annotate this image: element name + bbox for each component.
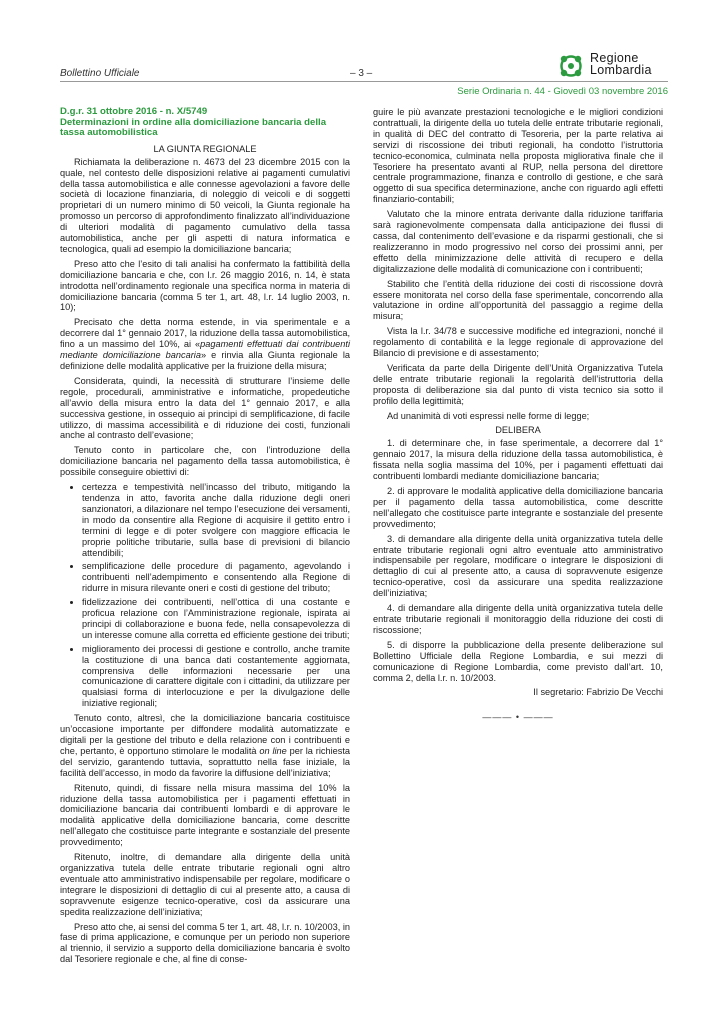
serie-info: Serie Ordinaria n. 44 - Giovedì 03 novembre 2016 bbox=[457, 86, 668, 97]
list-item: • miglioramento dei processi di gestione e controllo, anche tramite la costituzione di una banca dati costantemente aggiornata, comprensiva delle informazioni necessarie per una comunicazione di carattere digitale con i cittadini, da utilizzare per qualsiasi forma di interlocuzione e per la divulgazione delle iniziative regionali; bbox=[82, 644, 350, 709]
delibera-point-2: 2. di approvare le modalità applicative della domiciliazione bancaria per il pagamento della tassa automobilistica, come descritte nell’allegato che costituisce parte integrante e sostanziale del presente provvedimento; bbox=[373, 486, 663, 529]
logo-line-lombardia: Lombardia bbox=[590, 63, 652, 77]
paragraph-precisato: Precisato che detta norma estende, in via sperimentale e a decorrere dal 1° gennaio 2017, la riduzione della tassa automobilistica, fino a un massimo del 10%, ai «pagamenti effettuati dai contribuenti mediante domiciliazione bancaria» e rinvia alla Giunta regionale la definizione delle modalità applicative per la fruizione della misura; bbox=[60, 317, 350, 371]
signature: Il segretario: Fabrizio De Vecchi bbox=[533, 687, 663, 698]
title-subject: Determinazioni in ordine alla domiciliazione bancaria della tassa automobilistica bbox=[60, 116, 327, 139]
end-separator: ——— • ——— bbox=[482, 712, 554, 723]
paragraph-ritenuto-fissare: Ritenuto, quindi, di fissare nella misura massima del 10% la riduzione della tassa automobilistica per i pagamenti effettuati in domiciliazione bancaria dai contribuenti lombardi e di approvare le modalità applicative della domiciliazione bancaria, come descritte nell’allegato che costituisce parte integrante e sostanziale del presente provvedimento; bbox=[60, 782, 350, 848]
paragraph-unanimita: Ad unanimità di voti espressi nelle forme di legge; bbox=[387, 410, 590, 421]
document-title bbox=[60, 107, 350, 139]
delibera-point-1: 1. di determinare che, in fase sperimentale, a decorrere dal 1° gennaio 2017, la misura della riduzione della tassa automobilistica, è fissata nella soglia massima del 10%, per i pagamenti effettuati dai contribuenti lombardi mediante domiciliazione bancaria; bbox=[373, 438, 663, 482]
paragraph-ritenuto-demandare: Ritenuto, inoltre, di demandare alla dirigente della unità organizzativa tutela delle entrate tributarie regionali ogni altro eventuale atto amministrativo indispensabile per regolare, modificare o integrare le disposizioni di dettaglio di cui al presente atto, a causa di sopravvenute esigenze tecnico-operative, così da assicurare una spedita realizzazione dell’iniziativa; bbox=[60, 852, 350, 917]
list-item: • semplificazione delle procedure di pagamento, agevolando i contribuenti nell’adempimento e consentendo alla Regione di ridurre in misura rilevante oneri e costi di gestione del tributo; bbox=[82, 561, 350, 594]
delibera-heading: DELIBERA bbox=[495, 425, 541, 436]
delibera-point-3: 3. di demandare alla dirigente della unità organizzativa tutela delle entrate tributarie regionali ogni altro eventuale atto amministrativo indispensabile per regolare, modificare o integrare le disposizioni di dettaglio di cui al presente atto, a causa di sopravvenute esigenze tecnico-operative, così da assicurare una spedita realizzazione dell’iniziativa; bbox=[373, 533, 663, 599]
rosa-camuna-icon bbox=[556, 51, 586, 81]
publication-name: Bollettino Ufficiale bbox=[60, 68, 140, 79]
paragraph-tenuto-altresi: Tenuto conto, altresì, che la domiciliazione bancaria costituisce un’occasione importante per diffondere modalità automatizzate e digitali per la gestione del tributo e della relazione con i contribuenti e che, pertanto, è opportuno stimolare le modalità on line per la richiesta del servizio, garantendo tuttavia, soprattutto nella fase iniziale, la facilità dell’accesso, in modo da favorire la diffusione dell’iniziativa; bbox=[60, 713, 350, 778]
paragraph-vista: Vista la l.r. 34/78 e successive modifiche ed integrazioni, nonché il regolamento di contabilità e la legge regionale di approvazione del Bilancio di previsione e di assestamento; bbox=[373, 326, 663, 359]
paragraph-preso-atto-tesoriere: Preso atto che, ai sensi del comma 5 ter 1, art. 48, l.r. n. 10/2003, in fase di prima applicazione, e comunque per un periodo non superiore al triennio, il servizio a supporto della domiciliazione bancaria è svolto dal Tesoriere regionale e che, al fine di conse- bbox=[60, 921, 350, 965]
delibera-point-5: 5. di disporre la pubblicazione della presente deliberazione sul Bollettino Ufficiale della Regione Lombardia, e sui mezzi di comunicazione di Regione Lombardia, come previsto dall’art. 10, comma 2, della l.r. n. 10/2003. bbox=[373, 639, 663, 683]
objectives-list bbox=[60, 482, 350, 709]
title-reference: D.g.r. 31 ottobre 2016 - n. X/5749 bbox=[60, 106, 208, 117]
list-item: • fidelizzazione dei contribuenti, nell’ottica di una costante e proficua relazione con l’Amministrazione regionale, ispirata ai principi di collaborazione e buona fede, nella consapevolezza di un interesse comune alla corretta ed efficiente gestione dei tributi; bbox=[82, 597, 350, 641]
left-column bbox=[60, 107, 350, 969]
regione-lombardia-logo bbox=[556, 51, 668, 81]
paragraph-valutato: Valutato che la minore entrata derivante dalla riduzione tariffaria sarà ragionevolmente compensata dalla anticipazione dei flussi di cassa, dal contenimento dell’evasione e da risparmi gestionali, che si realizzeranno in modo progressivo nel corso dei prossimi anni, per effetto della minimizzazione delle attività di recupero e della digitalizzazione delle modalità di comunicazione con i contribuenti; bbox=[373, 209, 663, 274]
paragraph-continuation: guire le più avanzate prestazioni tecnologiche e le migliori condizioni contrattuali, la dirigente della uo tutela delle entrate tributarie regionali, in qualità di DEC del contratto di Tesoreria, per la parte relativa ai servizi di riscossione dei tributi regionali, ha condotto l’istruttoria tecnico-economica, culminata nella proposta migliorativa finale che il Tesoriere ha presentato avanti al RUP, nella persona del direttore centrale programmazione, finanza e controllo di gestione, e che sarà oggetto di sua specifica determinazione, anche con riguardo agli effetti finanziario-contabili; bbox=[373, 107, 663, 205]
page-number: – 3 – bbox=[350, 68, 373, 79]
right-column bbox=[373, 107, 663, 723]
paragraph-richiamata: Richiamata la deliberazione n. 4673 del 23 dicembre 2015 con la quale, nel contesto delle disposizioni relative ai pagamenti cumulativi della tassa automobilistica e alle connesse agevolazioni a favore delle società di locazione finanziaria, di noleggio di veicoli e di soggetti proprietari di un numero minimo di 50 veicoli, la Giunta regionale ha promosso un percorso di approfondimento finalizzato all’individuazione di ulteriori modalità di pagamento cumulativo della tassa automobilistica, anche per gli aspetti di natura informatica e tecnologica, quali ad esempio la domiciliazione bancaria; bbox=[60, 156, 350, 254]
paragraph-considerata: Considerata, quindi, la necessità di strutturare l’insieme delle regole, procedurali, amministrative e informatiche, propedeutiche all’avvio della misura entro la data del 1° gennaio 2017, e alla successiva gestione, in ossequio ai principi di semplificazione, di facile utilizzo, di massima accessibilità e di riduzione dei costi, funzionali anche al contrasto dell’evasione; bbox=[60, 375, 350, 441]
paragraph-verificata: Verificata da parte della Dirigente dell’Unità Organizzativa Tutela delle entrate tributarie regionali la regolarità dell’istruttoria della proposta di deliberazione sia dal punto di vista tecnico sia sotto il profilo della legittimità; bbox=[373, 362, 663, 406]
list-item: • certezza e tempestività nell’incasso del tributo, mitigando la tendenza in atto, favorita anche dalla riduzione degli oneri sanzionatori, a dilazionare nel tempo l’esecuzione dei versamenti, in modo da consentire alla Regione di acquisire il gettito entro i termini di legge e di poter svolgere con maggiore efficacia le proprie politiche tributarie, sulla base di previsioni di bilancio attendibili; bbox=[82, 482, 350, 558]
paragraph-tenuto-conto: Tenuto conto in particolare che, con l’introduzione della domiciliazione bancaria nel pagamento della tassa automobilistica, è possibile conseguire obiettivi di: bbox=[60, 445, 350, 478]
logo-line-regione: Regione bbox=[590, 51, 639, 65]
header-rule bbox=[60, 81, 668, 82]
paragraph-stabilito: Stabilito che l’entità della riduzione dei costi di riscossione dovrà essere monitorata nel corso della fase sperimentale, concorrendo alla valutazione in ordine all’opportunità del passaggio a regime della misura; bbox=[373, 278, 663, 322]
paragraph-preso-atto: Preso atto che l’esito di tali analisi ha confermato la fattibilità della domiciliazione bancaria e che, con l.r. 26 maggio 2016, n. 14, è stata introdotta nell’ordinamento regionale una specifica norma in materia di domiciliazione bancaria (comma 5 ter 1, art. 48, l.r. 14 luglio 2003, n. 10); bbox=[60, 258, 350, 313]
delibera-point-4: 4. di demandare alla dirigente della unità organizzativa tutela delle entrate tributarie regionali il monitoraggio della riduzione dei costi di riscossione; bbox=[373, 603, 663, 635]
giunta-heading: LA GIUNTA REGIONALE bbox=[153, 143, 257, 154]
